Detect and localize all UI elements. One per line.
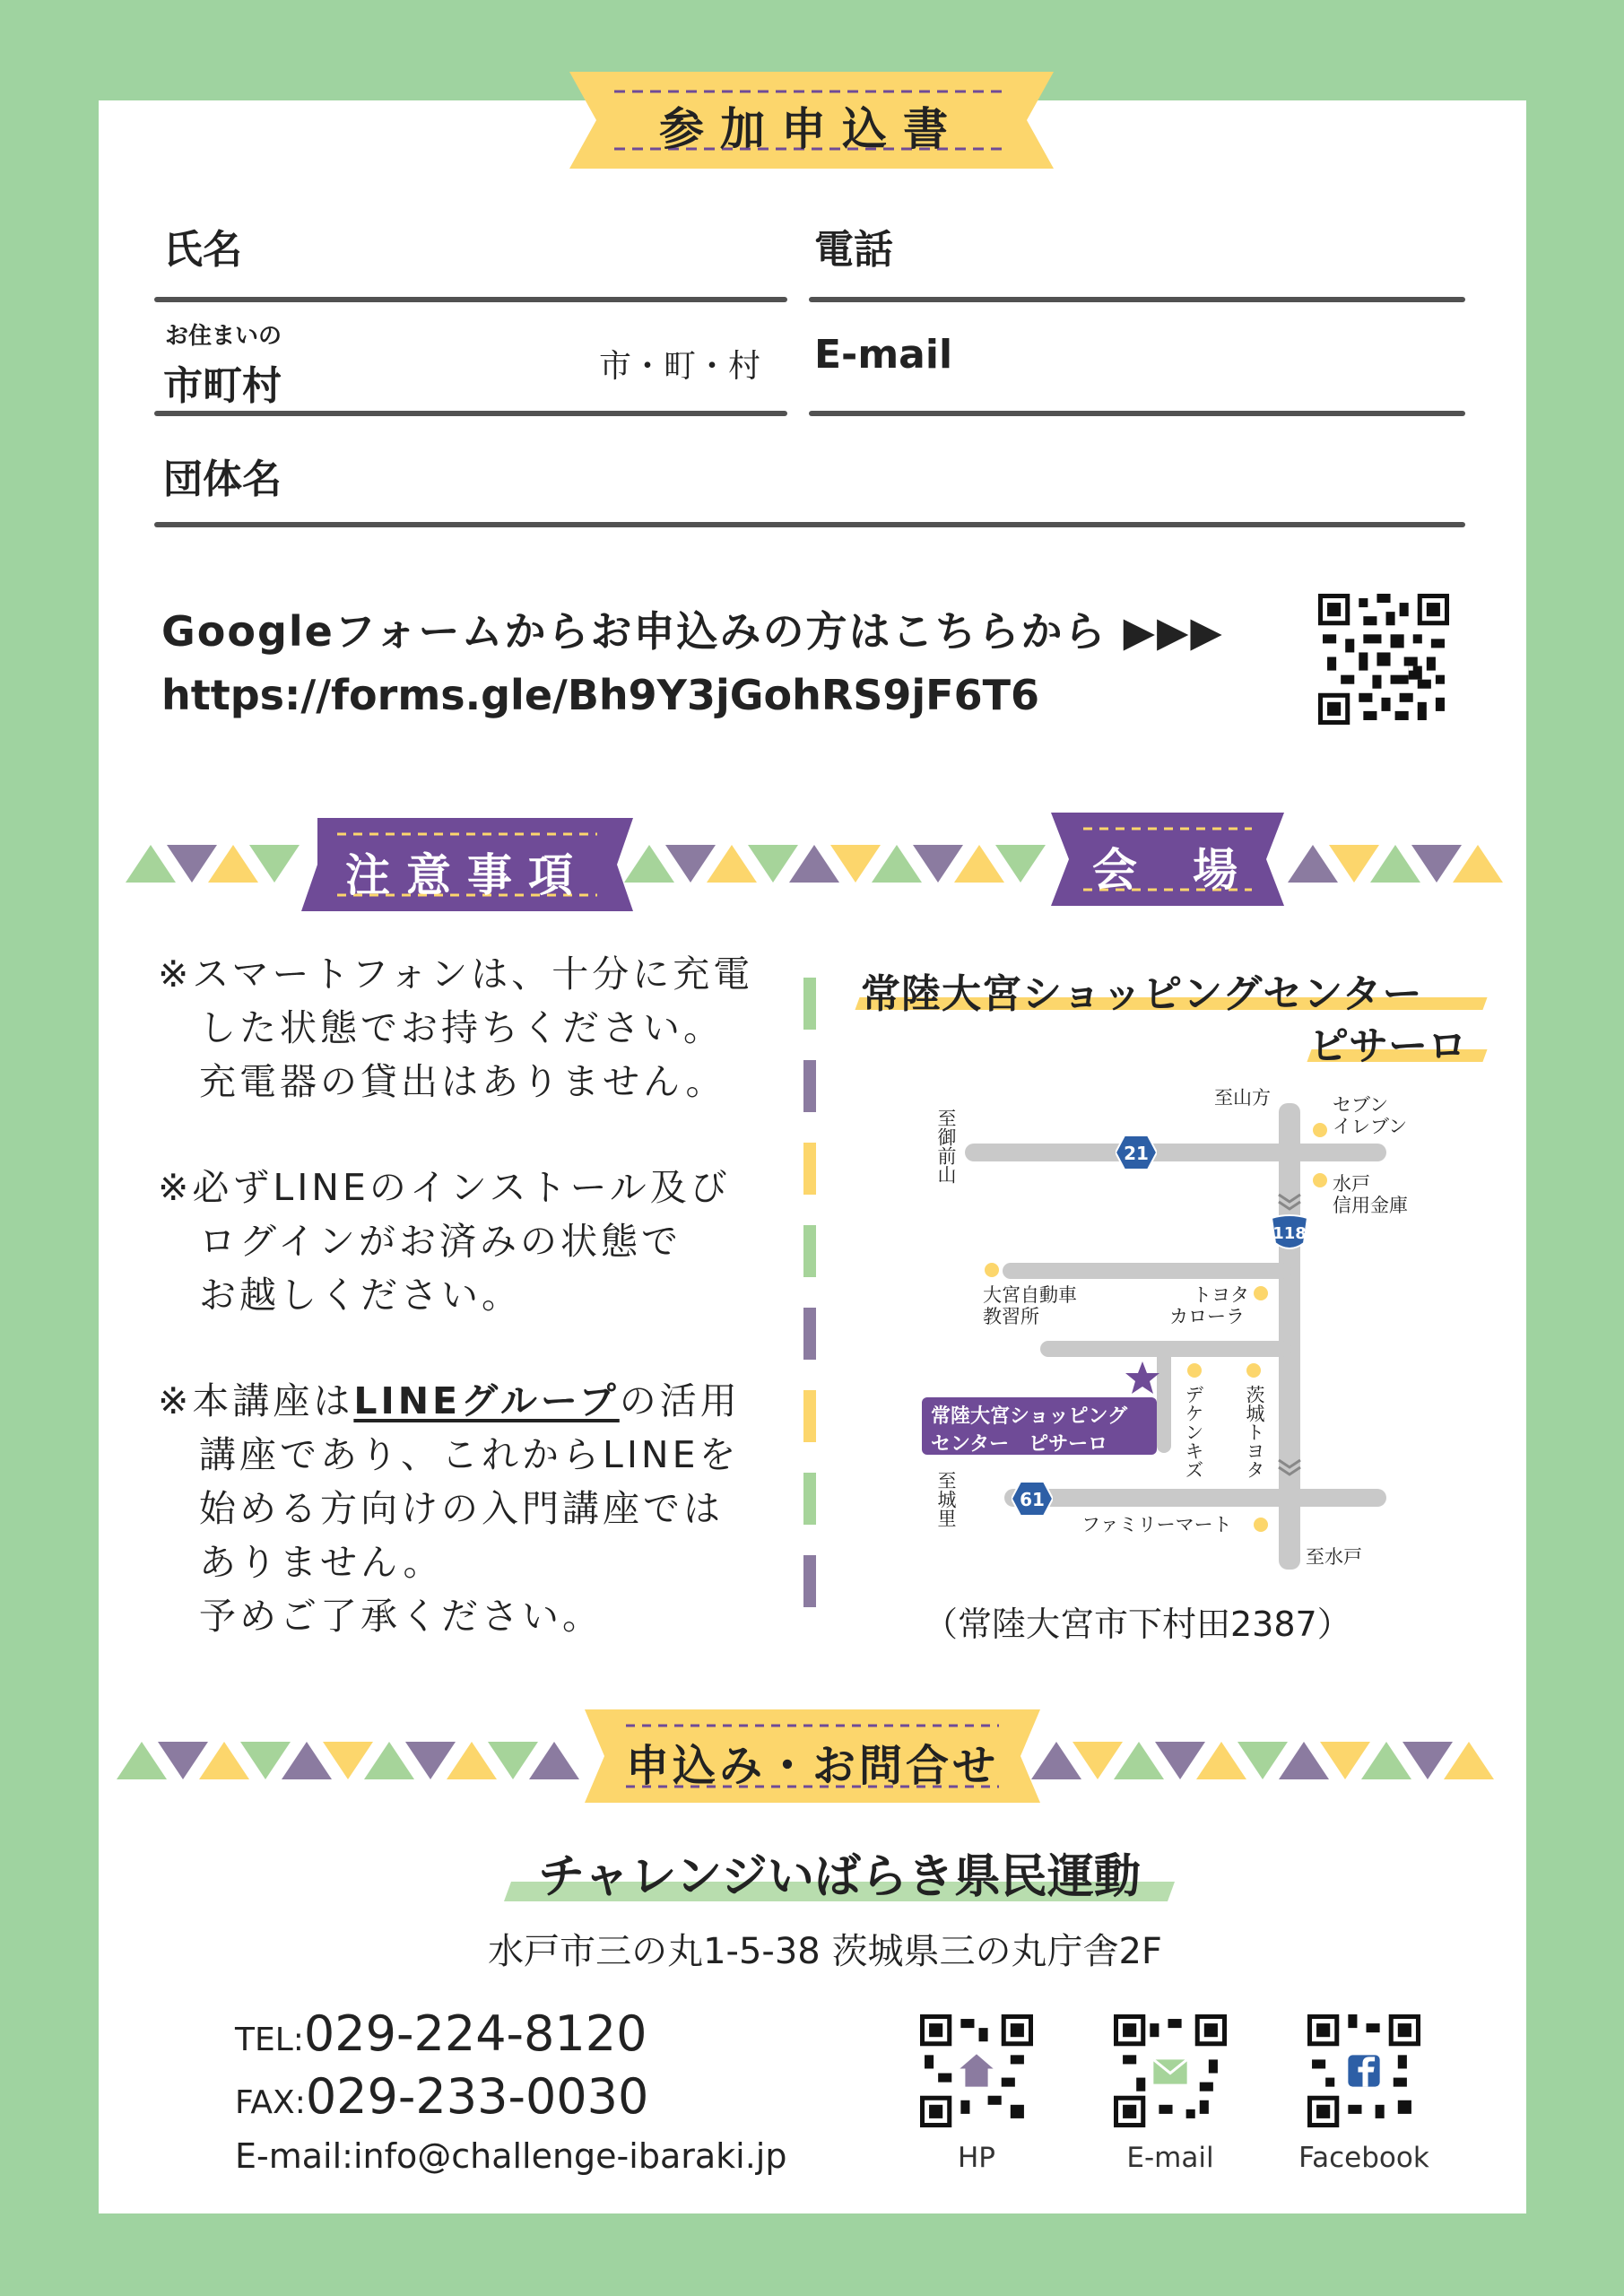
name-label: 氏名 [163,227,242,273]
notes-list [158,947,786,1643]
form-title: 参加申込書 [659,103,964,155]
form-title-banner [569,72,1054,169]
label-mito-shinkin-1: 水戸 [1333,1173,1370,1195]
tel-row [235,2005,647,2062]
label-to-shirosato-text: 至城里 [935,1471,957,1527]
venue-name-line-2: ピサーロ [1309,1023,1467,1069]
city-small-label: お住まいの [165,323,282,350]
group-rule [154,522,1465,527]
label-to-yamagata: 至山方 [1214,1087,1271,1109]
line-group-emphasis: LINEグループ [353,1379,620,1422]
organization-name: チャレンジいばらき県民運動 [538,1850,1141,1904]
label-dekenkizu-text: デケンキズ [1183,1385,1204,1479]
label-driving-school-1: 大宮自動車 [983,1284,1077,1306]
note-3-line-5: 予めご了承ください。 [199,1595,603,1638]
note-1-line-2: した状態でお持ちください。 [199,1006,724,1049]
venue-pin-label [922,1397,1157,1455]
route-21-number: 21 [1124,1143,1149,1164]
hp-qr-label: HP [957,2142,995,2174]
note-3-line-1 [158,1374,786,1428]
label-toyota-corolla-1: トヨタ [1193,1284,1249,1306]
contact-email[interactable]: E-mail:info@challenge-ibaraki.jp [235,2136,787,2176]
label-dekenkizu [1182,1385,1202,1484]
note-2-line-1: ※必ずLINEのインストール及び [158,1166,731,1209]
fax-label: FAX: [235,2084,306,2121]
route-61-sign [1012,1482,1053,1516]
city-suffix: 市・町・村 [599,348,761,385]
marker-driving-school [985,1263,999,1277]
email-label: E-mail [814,332,953,378]
label-familymart: ファミリーマート [1081,1514,1232,1535]
hp-qr[interactable] [920,2014,1033,2127]
label-toyota-corolla-2: カローラ [1169,1306,1245,1327]
label-to-gozenyama-text: 至御前山 [935,1109,957,1184]
tel-label: TEL: [235,2022,304,2058]
direction-chevrons-top [1273,1191,1306,1213]
note-2-line-2: ログインがお済みの状態で [199,1220,682,1263]
label-ibaraki-toyota [1243,1385,1263,1484]
label-seven-1: セブン [1333,1094,1389,1116]
label-mito-shinkin-2: 信用金庫 [1333,1195,1408,1216]
fax-row [235,2068,648,2125]
route-118-number: 118 [1272,1224,1307,1243]
note-item-3 [158,1374,786,1643]
marker-seven-eleven [1313,1123,1327,1137]
venue-title: 会 場 [1092,844,1243,896]
contact-banner [585,1709,1040,1803]
email-qr-label: E-mail [1126,2142,1214,2174]
label-to-shirosato [934,1471,957,1533]
road-horizontal-top [965,1144,1386,1161]
marker-familymart [1254,1518,1268,1532]
phone-rule [809,297,1465,302]
email-qr[interactable] [1114,2014,1227,2127]
venue-pin-label-line-2: センター ピサーロ [931,1433,1108,1456]
google-form-qr[interactable] [1318,594,1449,725]
note-3-line-4: ありません。 [199,1541,444,1584]
group-label: 団体名 [163,457,282,502]
phone-label: 電話 [814,227,893,273]
marker-toyota-corolla [1254,1286,1268,1300]
notes-title: 注意事項 [345,849,589,901]
city-label: 市町村 [163,363,282,409]
bunting-row-notes [0,841,1624,886]
note-item-2 [158,1161,786,1322]
organization-address: 水戸市三の丸1-5-38 茨城県三の丸庁舎2F [488,1931,1162,1972]
marker-dekenkizu [1187,1363,1202,1378]
label-to-gozenyama [934,1109,957,1189]
label-ibaraki-toyota-text: 茨城トヨタ [1244,1385,1265,1479]
label-driving-school-2: 教習所 [983,1306,1039,1327]
venue-star-icon [1125,1360,1160,1396]
name-rule [154,297,787,302]
email-rule [809,411,1465,416]
facebook-qr[interactable] [1307,2014,1420,2127]
route-118-sign [1268,1213,1311,1256]
note-2-line-3: お越しください。 [199,1274,522,1317]
contact-title: 申込み・お問合せ [625,1741,999,1791]
venue-pin-label-line-1: 常陸大宮ショッピング [931,1405,1128,1428]
route-21-sign [1116,1135,1157,1170]
tel-number[interactable]: 029-224-8120 [303,2005,647,2062]
facebook-qr-label: Facebook [1298,2142,1429,2174]
marker-mito-shinkin [1313,1173,1327,1187]
road-horizontal-mid [1003,1263,1291,1279]
note-3-line-3: 始める方向けの入門講座では [199,1487,724,1530]
venue-name-line-1: 常陸大宮ショッピングセンター [861,971,1423,1017]
note-3-line-2: 講座であり、これからLINEを [199,1433,740,1476]
road-horizontal-bottom [1004,1489,1386,1507]
notes-banner [301,818,633,911]
note-item-1 [158,947,786,1109]
google-form-text: Googleフォームからお申込みの方はこちらから ▶▶▶ [161,607,1224,656]
google-form-url[interactable]: https://forms.gle/Bh9Y3jGohRS9jF6T6 [161,671,1039,719]
note-3-suffix: の活用 [619,1379,741,1422]
venue-banner [1051,813,1284,906]
venue-map [897,1076,1453,1578]
label-to-mito: 至水戸 [1306,1546,1362,1568]
note-1-line-3: 充電器の貸出はありません。 [199,1060,726,1103]
marker-ibaraki-toyota [1246,1363,1261,1378]
note-3-prefix: ※本講座は [158,1379,354,1422]
route-61-number: 61 [1020,1489,1045,1510]
direction-chevrons-bottom [1273,1457,1306,1478]
venue-address: （常陸大宮市下村田2387） [924,1605,1351,1644]
city-rule [154,411,787,416]
label-seven-2: イレブン [1333,1116,1408,1137]
fax-number: 029-233-0030 [305,2068,649,2125]
note-1-line-1: ※スマートフォンは、十分に充電 [158,952,754,996]
